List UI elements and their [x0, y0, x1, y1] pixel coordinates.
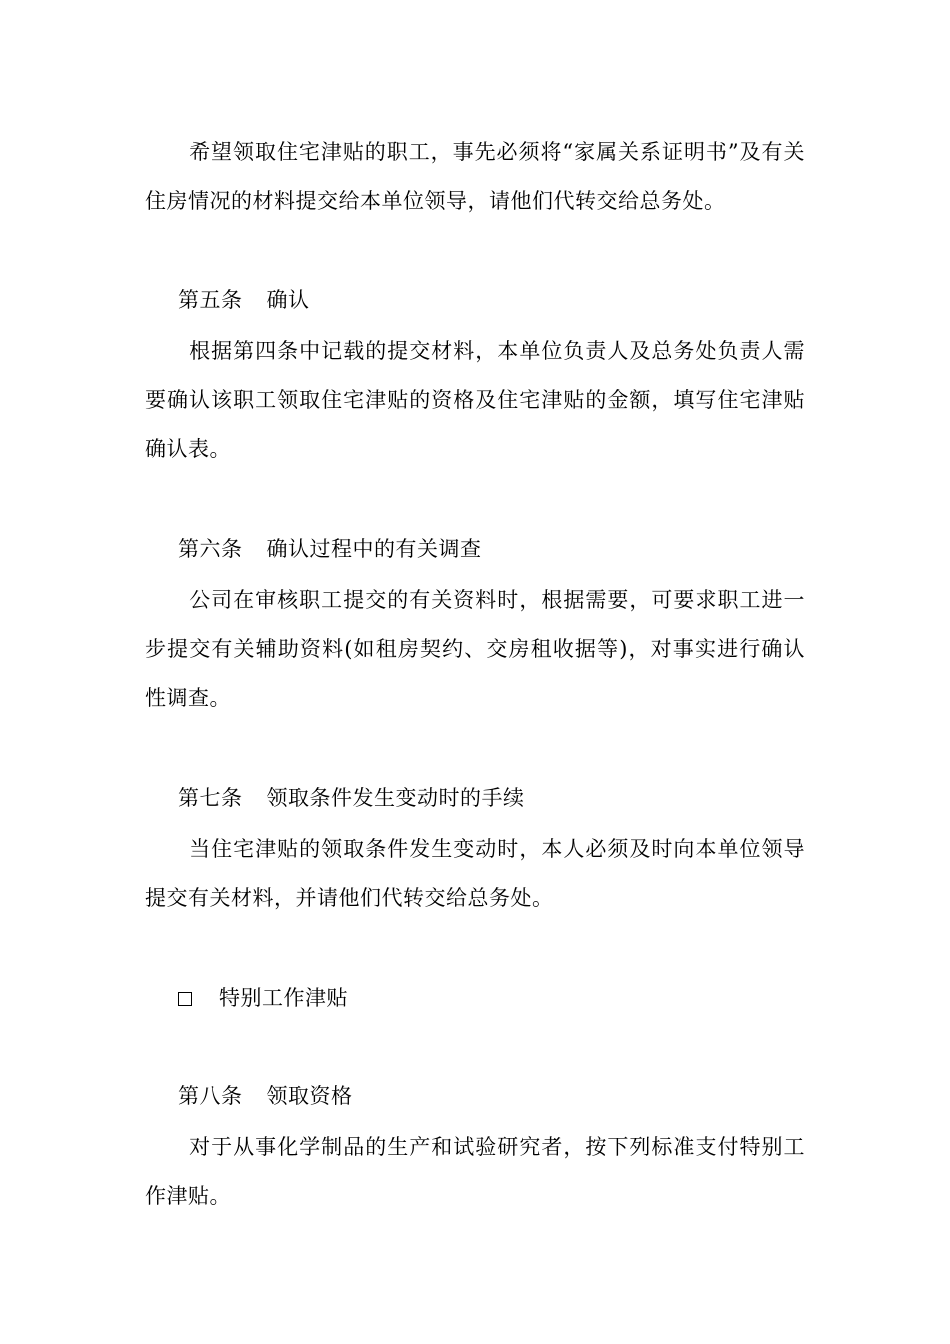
section-special-work-allowance [178, 983, 348, 1013]
article-5-heading [178, 285, 310, 315]
article-title: 确认过程中的有关调查 [266, 537, 482, 561]
checkbox-icon [178, 992, 192, 1006]
article-number: 第五条 [178, 288, 243, 312]
article-5-body: 根据第四条中记载的提交材料，本单位负责人及总务处负责人需要确认该职工领取住宅津贴的资格及住宅津贴的金额，填写住宅津贴确认表。 [145, 339, 805, 461]
article-8-heading [178, 1081, 353, 1111]
article-title: 确认 [266, 288, 310, 312]
article-6-heading [178, 534, 482, 564]
section-title: 特别工作津贴 [219, 986, 348, 1010]
article-7-body: 当住宅津贴的领取条件发生变动时，本人必须及时向本单位领导提交有关材料，并请他们代转交给总务处。 [145, 837, 805, 910]
article-7-heading [178, 783, 525, 813]
paragraph-housing-allowance-submission: 希望领取住宅津贴的职工，事先必须将“家属关系证明书”及有关住房情况的材料提交给本单位领导，请他们代转交给总务处。 [145, 140, 805, 213]
article-8-body: 对于从事化学制品的生产和试验研究者，按下列标准支付特别工作津贴。 [145, 1135, 805, 1208]
article-number: 第七条 [178, 786, 243, 810]
article-title: 领取资格 [266, 1084, 353, 1108]
article-number: 第六条 [178, 537, 243, 561]
article-title: 领取条件发生变动时的手续 [266, 786, 525, 810]
article-number: 第八条 [178, 1084, 243, 1108]
article-6-body: 公司在审核职工提交的有关资料时，根据需要，可要求职工进一步提交有关辅助资料(如租房契约、交房租收据等)，对事实进行确认性调查。 [145, 588, 805, 710]
